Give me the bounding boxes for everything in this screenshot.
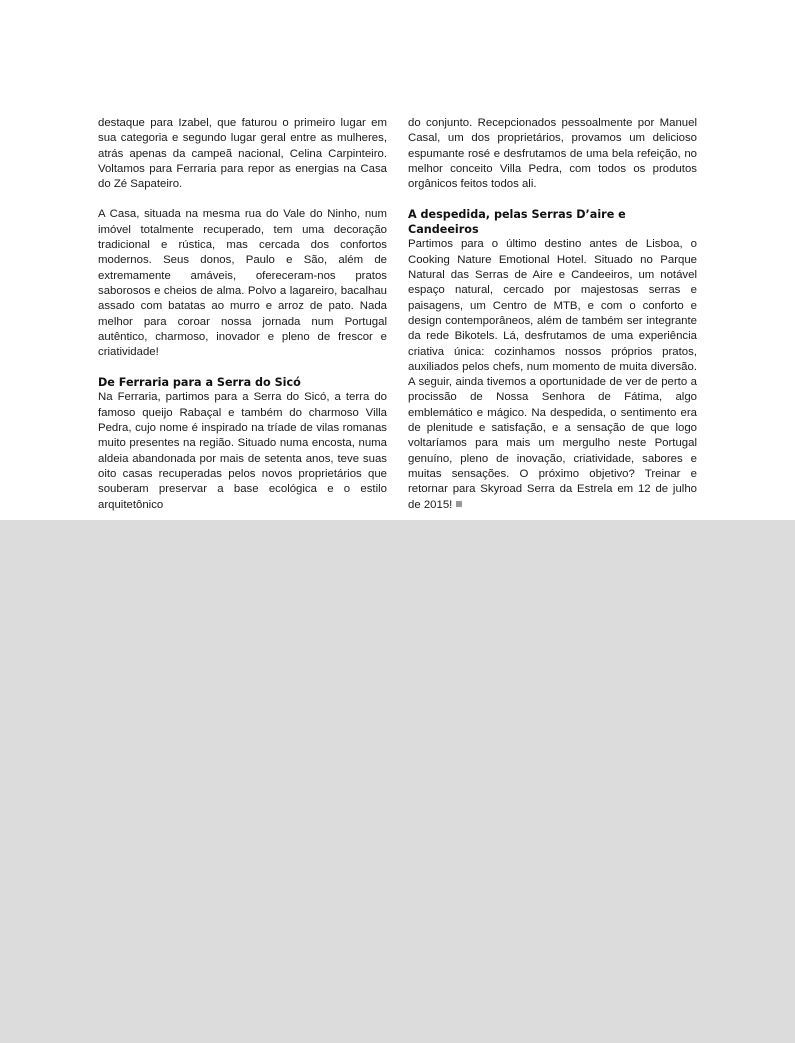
paragraph: Na Ferraria, partimos para a Serra do Sicó, a terra do famoso queijo Rabaçal e também do charmoso Villa Pedra, cujo nome é inspirado na tríade de vilas romanas muito presentes na região. Situado numa encosta, numa aldeia abandonada por mais de setenta anos, teve suas oito casas recuperadas pelos novos proprietários que souberam preservar a base ecológica e o estilo arquitetônico [98,391,387,511]
paragraph: A Casa, situada na mesma rua do Vale do Ninho, num imóvel totalmente recuperado, tem uma decoração tradicional e rústica, mas cercada dos confortos modernos. Seus donos, Paulo e São, além de extremamente amáveis, ofereceram-nos pratos saborosos e cheios de alma. Polvo a lagareiro, bacalhau assado com batatas ao murro e arroz de pato. Nada melhor para coroar nossa jornada num Portugal autêntico, charmoso, inovador e pleno de frescor e criatividade! [98,208,387,359]
left-column [98,116,387,513]
section-heading: De Ferraria para a Serra do Sicó [98,376,301,390]
right-column [408,116,697,513]
paragraph: do conjunto. Recepcionados pessoalmente por Manuel Casal, um dos proprietários, provamos um delicioso espumante rosé e desfrutamos de uma bela refeição, no melhor conceito Villa Pedra, com todos os produtos orgânicos feitos todos ali. [408,117,697,191]
paragraph-last [408,237,697,512]
paragraph-text: Partimos para o último destino antes de Lisboa, o Cooking Nature Emotional Hotel. Situado no Parque Natural das Serras de Aire e Candeeiros, um notável espaço natural, cercado por majestosas serras e paisagens, um Centro de MTB, e com o conforto e design contemporâneos, além de também ser integrante da rede Bikotels. Lá, desfrutamos de uma experiência criativa única: cozinhamos nossos próprios pratos, auxiliados pelos chefs, num momento de muita diversão. A seguir, ainda tivemos a oportunidade de ver de perto a procissão de Nossa Senhora de Fátima, algo emblemático e mágico. Na despedida, o sentimento era de plenitude e satisfação, e a sensação de que logo voltaríamos para mais um mergulho neste Portugal genuíno, pleno de inovação, criatividade, sabores e muitas sensações. O próximo objetivo? Treinar e retornar para Skyroad Serra da Estrela em 12 de julho de 2015! [408,238,697,511]
document-page [0,0,795,520]
paragraph: destaque para Izabel, que faturou o primeiro lugar em sua categoria e segundo lugar geral entre as mulheres, atrás apenas da campeã nacional, Celina Carpinteiro. Voltamos para Ferraria para repor as energias na Casa do Zé Sapateiro. [98,117,387,191]
end-of-article-square-icon [456,501,462,507]
section-heading: A despedida, pelas Serras D’aire e Candeeiros [408,208,626,237]
